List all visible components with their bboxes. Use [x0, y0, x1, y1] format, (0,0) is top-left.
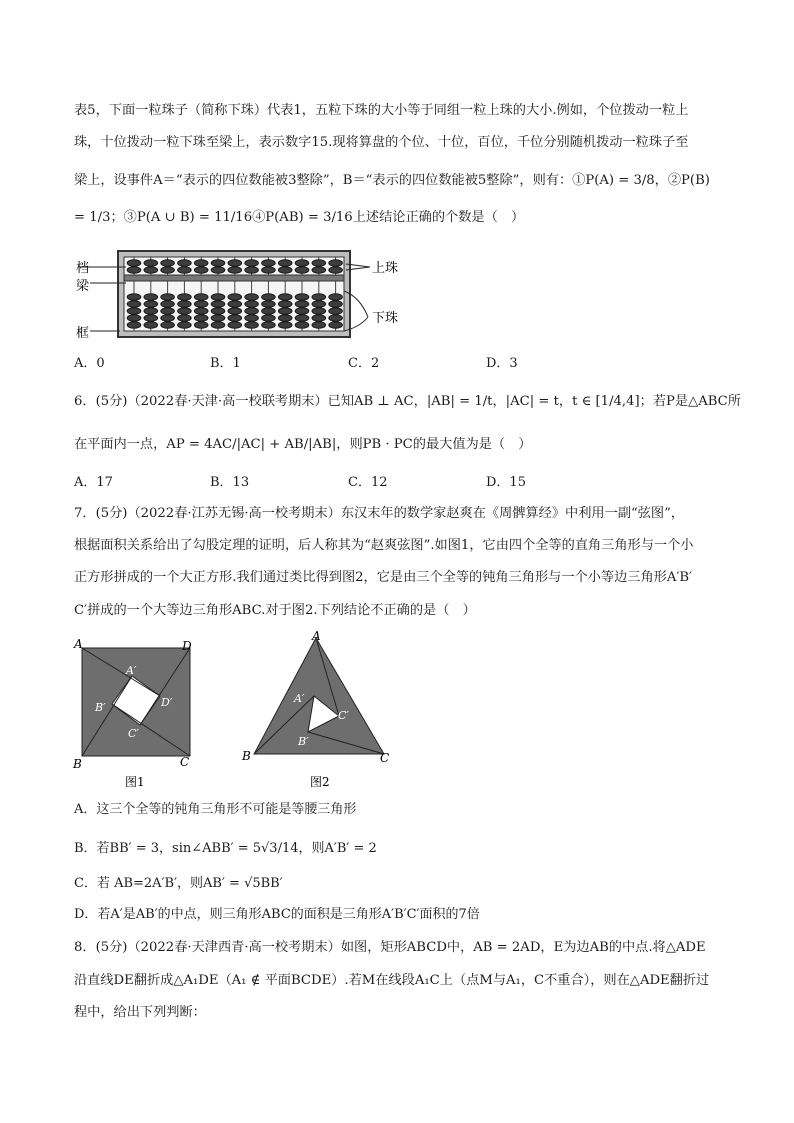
q6-line-2: 在平面内一点，AP = 4AC/|AC| + AB/|AB|，则PB · PC的最大值为是（ ） [74, 437, 532, 452]
abacus-lower-bead [161, 322, 175, 329]
fig2-label-b1: B′ [298, 735, 309, 748]
abacus-upper-bead [144, 267, 158, 274]
abacus-lower-bead [312, 301, 326, 308]
abacus-lower-bead [194, 308, 208, 315]
abacus-lower-bead [278, 308, 292, 315]
abacus-lower-bead [312, 308, 326, 315]
abacus-label-top: 上珠 [372, 261, 399, 276]
abacus-figure [70, 245, 410, 345]
fig1-label-b1: B′ [95, 701, 106, 714]
figure-1-square [70, 636, 205, 791]
abacus-upper-bead [144, 260, 158, 267]
abacus-upper-bead [228, 267, 242, 274]
abacus-lower-bead [262, 308, 276, 315]
abacus-beam [124, 275, 344, 281]
q5-line-1: 表5，下面一粒珠子（简称下珠）代表1，五粒下珠的大小等于同组一粒上珠的大小.例如，个位拨动一粒上 [74, 103, 689, 118]
abacus-lower-bead [161, 294, 175, 301]
abacus-lower-bead [245, 315, 259, 322]
abacus-lower-bead [178, 301, 192, 308]
abacus-lower-bead [245, 301, 259, 308]
q7-line-4: C′拼成的一个大等边三角形ABC.对于图2.下列结论不正确的是（ ） [74, 603, 476, 618]
abacus-lower-bead [144, 301, 158, 308]
q5-line-3: 梁上，设事件A＝“表示的四位数能被3整除”，B＝“表示的四位数能被5整除”，则有：①P(A) = 3/8，②P(B) [74, 173, 710, 188]
q7-option-b[interactable]: B．若BB′ = 3，sin∠ABB′ = 5√3/14，则A′B′ = 2 [74, 841, 377, 856]
abacus-label-dang: 档 [76, 261, 90, 276]
abacus-lower-bead [178, 315, 192, 322]
fig1-label-b: B [73, 757, 82, 771]
fig1-label-d: D [182, 639, 192, 653]
abacus-upper-bead [211, 267, 225, 274]
abacus-upper-bead [178, 260, 192, 267]
abacus-lower-bead [262, 315, 276, 322]
q7-line-3: 正方形拼成的一个大正方形.我们通过类比得到图2，它是由三个全等的钝角三角形与一个小等边三角形A′B′ [74, 570, 693, 585]
abacus-lower-bead [278, 322, 292, 329]
fig1-label-d1: D′ [161, 696, 173, 709]
q7-line-1: 7．(5分)（2022春·江苏无锡·高一校考期末）东汉末年的数学家赵爽在《周髀算经》中利用一副“弦图”， [74, 506, 684, 521]
q5-line-2: 珠，十位拨动一粒下珠至梁上，表示数字15.现将算盘的个位、十位，百位，千位分别随机拨动一粒珠子至 [74, 135, 689, 150]
abacus-lower-bead [127, 301, 141, 308]
abacus-upper-bead [194, 260, 208, 267]
abacus-lower-bead [278, 315, 292, 322]
abacus-lower-bead [178, 308, 192, 315]
abacus-lower-bead [228, 315, 242, 322]
q8-line-1: 8．(5分)（2022春·天津西青·高一校考期末）如图，矩形ABCD中，AB = 2AD，E为边AB的中点.将△ADE [74, 940, 706, 955]
abacus-label-kuang: 框 [76, 326, 90, 341]
q5-option-d[interactable]: D．3 [486, 356, 518, 371]
abacus-lower-bead [329, 294, 343, 301]
q7-option-d[interactable]: D．若A′是AB′的中点，则三角形ABC的面积是三角形A′B′C′面积的7倍 [74, 907, 480, 922]
q5-option-a[interactable]: A．0 [74, 356, 105, 371]
abacus-lower-bead [127, 322, 141, 329]
abacus-lower-bead [245, 294, 259, 301]
abacus-lower-bead [211, 301, 225, 308]
abacus-lower-bead [295, 301, 309, 308]
abacus-lower-bead [144, 322, 158, 329]
q6-option-b[interactable]: B．13 [210, 475, 250, 490]
abacus-label-liang: 梁 [76, 279, 90, 294]
abacus-lower-bead [295, 322, 309, 329]
q8-line-2: 沿直线DE翻折成△A₁DE（A₁ ∉ 平面BCDE）.若M在线段A₁C上（点M与A₁，C不重合），则在△ADE翻折过 [74, 973, 710, 988]
fig2-label-a1: A′ [294, 692, 305, 705]
abacus-lower-bead [144, 315, 158, 322]
abacus-label-bottom: 下珠 [372, 311, 399, 326]
abacus-lower-bead [127, 315, 141, 322]
abacus-lower-bead [228, 294, 242, 301]
abacus-lower-bead [211, 322, 225, 329]
abacus-lower-bead [194, 301, 208, 308]
abacus-lower-bead [329, 308, 343, 315]
abacus-upper-bead [329, 260, 343, 267]
abacus-upper-bead [329, 267, 343, 274]
abacus-upper-bead [245, 267, 259, 274]
fig2-label-c1: C′ [338, 709, 349, 722]
q6-option-a[interactable]: A．17 [74, 475, 113, 490]
abacus-lower-bead [245, 322, 259, 329]
abacus-lower-bead [127, 294, 141, 301]
abacus-lower-bead [329, 315, 343, 322]
abacus-lower-bead [144, 294, 158, 301]
q6-line-1: 6．(5分)（2022春·天津·高一校联考期末）已知AB ⊥ AC，|AB| = 1/t，|AC| = t，t ∈ [1/4,4]；若P是△ABC所 [74, 394, 741, 409]
abacus-lower-bead [278, 301, 292, 308]
abacus-lower-bead [295, 315, 309, 322]
abacus-lower-bead [278, 294, 292, 301]
abacus-upper-bead [278, 260, 292, 267]
q8-line-3: 程中，给出下列判断： [74, 1005, 206, 1020]
abacus-lower-bead [194, 294, 208, 301]
abacus-lower-bead [312, 315, 326, 322]
abacus-upper-bead [194, 267, 208, 274]
fig1-label-a: A [74, 637, 83, 651]
abacus-upper-bead [161, 260, 175, 267]
figure-2-triangle [238, 628, 398, 793]
fig1-caption: 图1 [125, 775, 145, 789]
fig2-label-c: C [380, 751, 390, 765]
abacus-upper-bead [262, 267, 276, 274]
abacus-lower-bead [144, 308, 158, 315]
fig2-label-a: A [312, 629, 321, 643]
fig1-label-a1: A′ [126, 664, 137, 677]
abacus-lower-bead [161, 315, 175, 322]
fig1-label-c1: C′ [128, 727, 139, 740]
fig2-label-b: B [242, 749, 251, 763]
abacus-lower-bead [178, 294, 192, 301]
fig1-label-c: C [180, 755, 190, 769]
abacus-lower-bead [295, 294, 309, 301]
fig2-caption: 图2 [310, 775, 330, 789]
abacus-lower-bead [262, 294, 276, 301]
abacus-lower-bead [194, 322, 208, 329]
abacus-lower-bead [312, 322, 326, 329]
abacus-upper-bead [312, 267, 326, 274]
abacus-upper-bead [178, 267, 192, 274]
abacus-lower-bead [228, 301, 242, 308]
abacus-upper-bead [127, 267, 141, 274]
abacus-lower-bead [329, 322, 343, 329]
abacus-lower-bead [161, 301, 175, 308]
q6-option-d[interactable]: D．15 [486, 475, 526, 490]
abacus-upper-bead [211, 260, 225, 267]
abacus-lower-bead [178, 322, 192, 329]
abacus-lower-bead [312, 294, 326, 301]
abacus-lower-bead [228, 322, 242, 329]
abacus-lower-bead [295, 308, 309, 315]
abacus-lower-bead [211, 315, 225, 322]
abacus-lower-bead [262, 322, 276, 329]
abacus-lower-bead [228, 308, 242, 315]
abacus-upper-bead [161, 267, 175, 274]
q7-line-2: 根据面积关系给出了勾股定理的证明，后人称其为“赵爽弦图”.如图1，它由四个全等的直角三角形与一个小 [74, 538, 694, 553]
abacus-upper-bead [127, 260, 141, 267]
abacus-lower-bead [211, 294, 225, 301]
abacus-upper-bead [262, 260, 276, 267]
abacus-upper-bead [295, 260, 309, 267]
q5-line-4: = 1/3；③P(A ∪ B) = 11/16④P(AB) = 3/16上述结论正确的个数是（ ） [74, 210, 525, 225]
q7-option-c[interactable]: C．若 AB=2A′B′，则AB′ = √5BB′ [74, 876, 283, 891]
abacus-lower-bead [245, 308, 259, 315]
abacus-lower-bead [211, 308, 225, 315]
q5-option-b[interactable]: B．1 [210, 356, 241, 371]
abacus-lower-bead [262, 301, 276, 308]
q6-option-c[interactable]: C．12 [348, 475, 388, 490]
abacus-lower-bead [161, 308, 175, 315]
abacus-upper-bead [278, 267, 292, 274]
abacus-upper-bead [245, 260, 259, 267]
abacus-lower-bead [329, 301, 343, 308]
q7-option-a[interactable]: A．这三个全等的钝角三角形不可能是等腰三角形 [74, 802, 357, 817]
abacus-upper-bead [312, 260, 326, 267]
abacus-lower-bead [127, 308, 141, 315]
abacus-lower-bead [194, 315, 208, 322]
abacus-upper-bead [295, 267, 309, 274]
q5-option-c[interactable]: C．2 [348, 356, 380, 371]
abacus-upper-bead [228, 260, 242, 267]
